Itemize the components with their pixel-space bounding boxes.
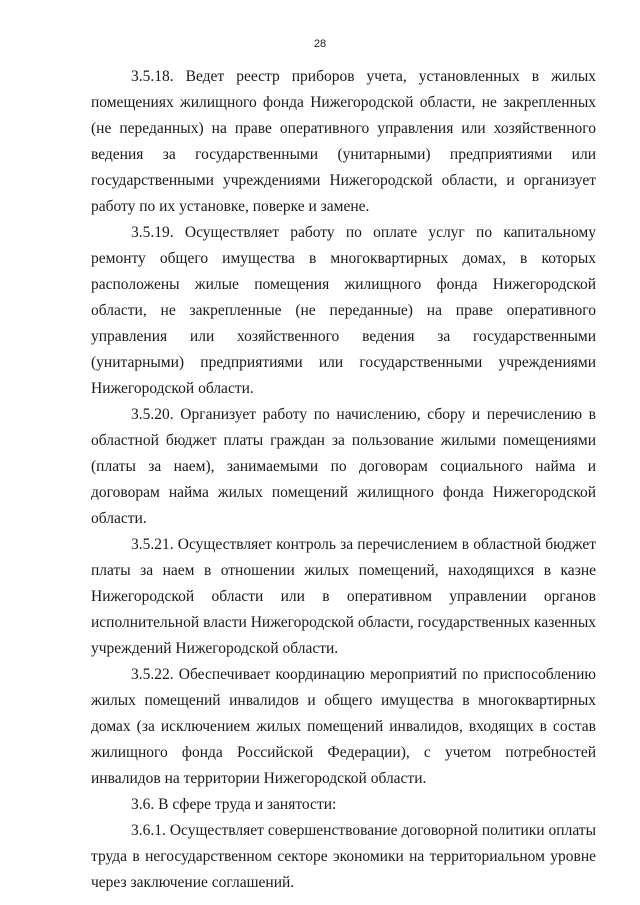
paragraph-3-6-1: 3.6.1. Осуществляет совершенствование договорной политики оплаты труда в негосударственном секторе экономики на территориальном уровне через заключение соглашений.	[91, 822, 596, 891]
paragraph-3-5-22: 3.5.22. Обеспечивает координацию мероприятий по приспособлению жилых помещений инвалидов и общего имущества в многоквартирных домах (за исключением жилых помещений инвалидов, входящих в состав жилищного фонда Российской Федерации), с учетом потребностей инвалидов на территории Нижегородской области.	[91, 666, 596, 787]
document-body	[91, 64, 596, 896]
paragraph-3-5-19: 3.5.19. Осуществляет работу по оплате услуг по капитальному ремонту общего имущества в многоквартирных домах, в которых расположены жилые помещения жилищного фонда Нижегородской области, не закрепленные (не переданные) на праве оперативного управления или хозяйственного ведения за государственными (унитарными) предприятиями или государственными учреждениями Нижегородской области.	[91, 224, 596, 397]
paragraph-3-5-20: 3.5.20. Организует работу по начислению, сбору и перечислению в областной бюджет платы граждан за пользование жилыми помещениями (платы за наем), занимаемыми по договорам социального найма и договорам найма жилых помещений жилищного фонда Нижегородской области.	[91, 406, 596, 527]
paragraph-3-5-18: 3.5.18. Ведет реестр приборов учета, установленных в жилых помещениях жилищного фонда Нижегородской области, не закрепленных (не переданных) на праве оперативного управления или хозяйственного ведения за государственными (унитарными) предприятиями или государственными учреждениями Нижегородской области, и организует работу по их установке, поверке и замене.	[91, 68, 596, 215]
section-heading-3-6: 3.6. В сфере труда и занятости:	[131, 796, 337, 813]
paragraph-3-5-21: 3.5.21. Осуществляет контроль за перечислением в областной бюджет платы за наем в отношении жилых помещений, находящихся в казне Нижегородской области или в оперативном управлении органов исполнительной власти Нижегородской области, государственных казенных учреждений Нижегородской области.	[91, 536, 596, 657]
page-number: 28	[313, 38, 327, 50]
